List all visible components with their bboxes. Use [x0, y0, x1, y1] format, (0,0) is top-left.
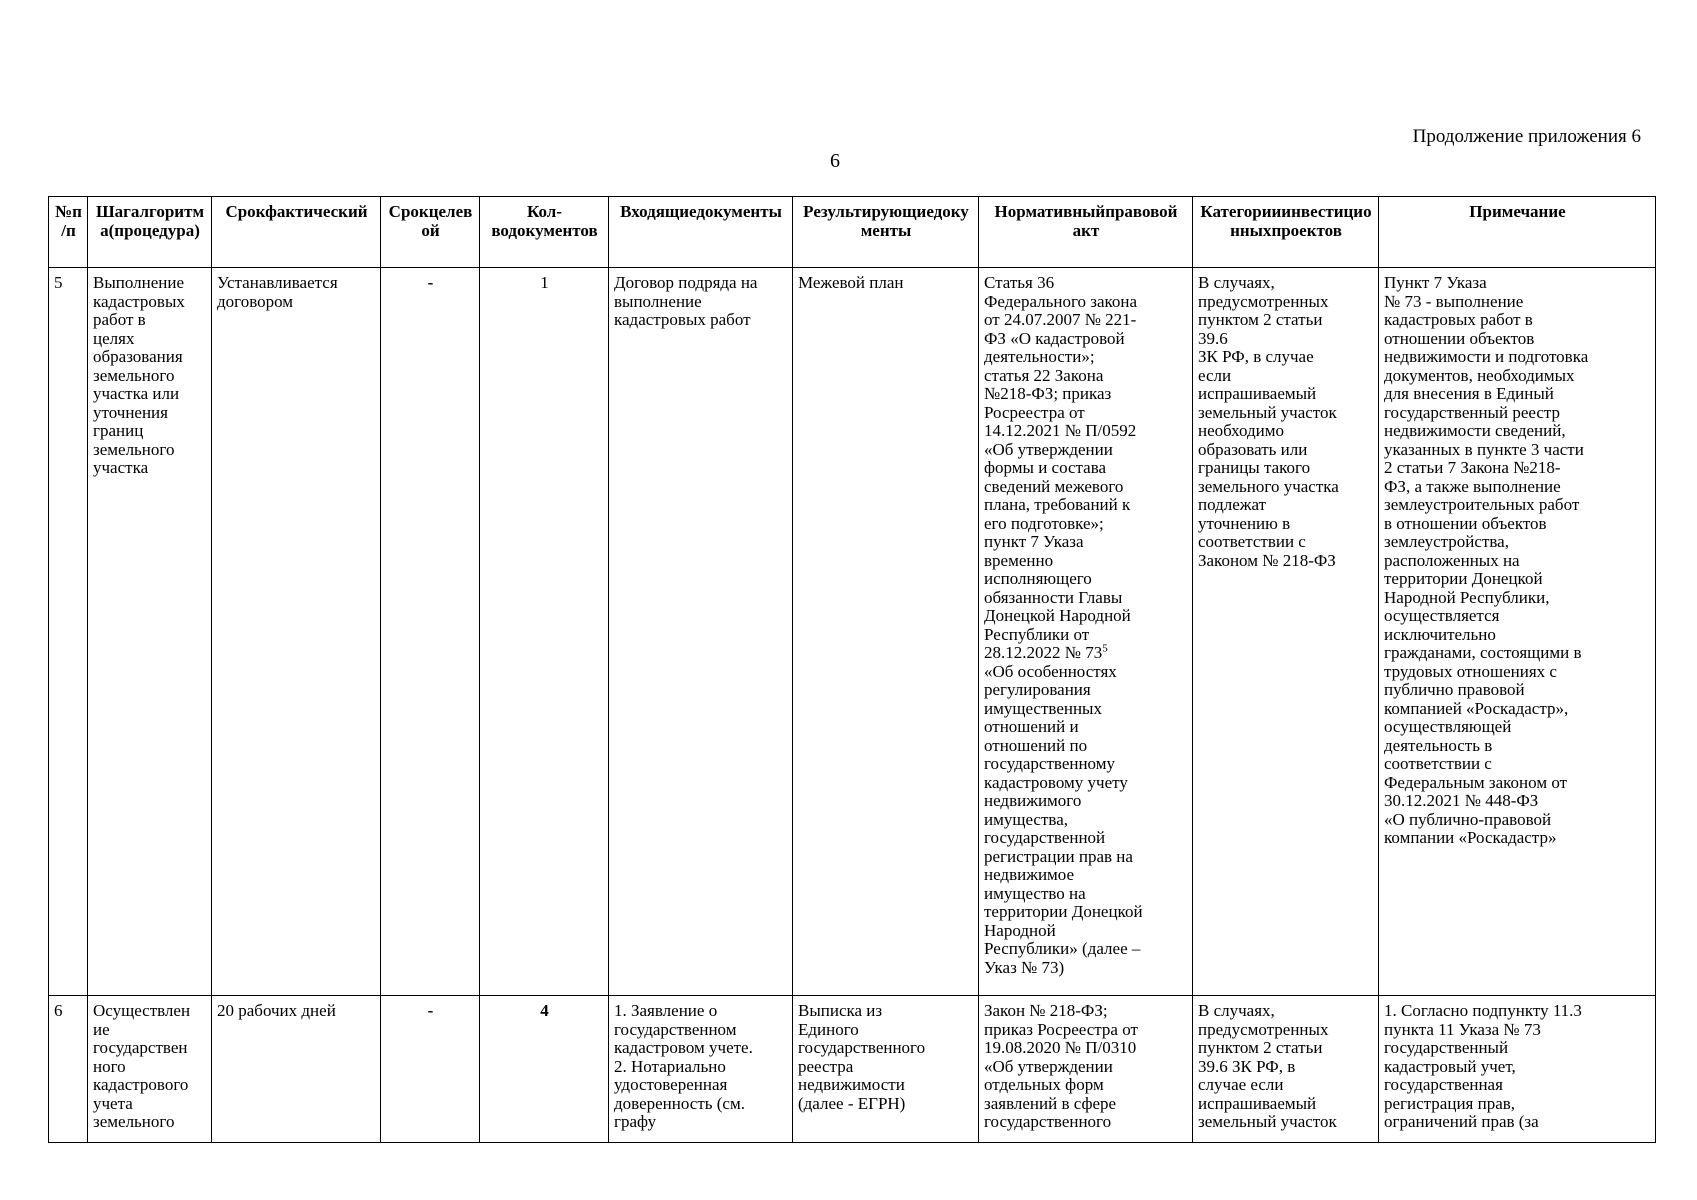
cell-resulting	[793, 996, 979, 1143]
text-line: 2 статьи 7 Закона №218-	[1384, 458, 1561, 477]
continuation-label: Продолжение приложения 6	[1412, 126, 1641, 147]
page-number: 6	[830, 150, 840, 172]
text-line: плана, требований к	[984, 495, 1131, 514]
text-line: подлежат	[1198, 495, 1267, 514]
text-line: государственной	[984, 828, 1106, 847]
cell-term-target: -	[381, 268, 480, 996]
text-line: формы и состава	[984, 458, 1107, 477]
legal-act-sup-line: 28.12.2022 № 73	[984, 643, 1103, 662]
text-line: отношений и	[984, 717, 1079, 736]
text-line: №218-ФЗ; приказ	[984, 384, 1112, 403]
text-line: уточнению в	[1198, 513, 1291, 533]
text-line: Нормативный	[994, 202, 1106, 221]
text-line: кадастровых	[93, 291, 185, 311]
text-line: трудовых отношениях с	[1384, 661, 1557, 681]
text-line: если	[1198, 365, 1232, 385]
cell-legal-act	[979, 268, 1193, 996]
text-line: государственная	[1384, 1075, 1503, 1094]
text-line: Федеральным законом от	[1384, 772, 1568, 792]
table-row	[49, 996, 1656, 1143]
text-line: имущества,	[984, 809, 1068, 829]
text-line: деятельности»;	[984, 347, 1095, 366]
text-line: целевой	[421, 202, 473, 240]
cell-doc-count: 1	[480, 268, 609, 996]
text-line: 14.12.2021 № П/0592	[984, 421, 1137, 440]
text-line: недвижимого	[984, 791, 1082, 810]
text-line: государственного	[984, 1112, 1112, 1131]
text-line: Республики» (далее –	[984, 939, 1141, 958]
text-line: Выписка из	[798, 1001, 883, 1020]
text-line: государственном	[614, 1019, 737, 1039]
text-line: необходимо	[1198, 421, 1285, 440]
text-line: уточнения	[93, 402, 168, 422]
cell-legal-act	[979, 996, 1193, 1143]
text-line: пунктом 2 статьи	[1198, 310, 1323, 329]
text-line: графу	[614, 1112, 657, 1131]
text-line: фактический	[265, 202, 368, 221]
footnote-marker: 5	[1102, 642, 1108, 655]
text-line: компанией «Роскадастр»,	[1384, 698, 1569, 718]
text-line: предусмотренных	[1198, 1019, 1329, 1039]
text-line: 1. Заявление о	[614, 1001, 718, 1020]
text-line: № 73 - выполнение	[1384, 291, 1524, 311]
text-line: ограничений прав (за	[1384, 1112, 1539, 1131]
text-line: обязанности Главы	[984, 587, 1123, 607]
cell-term-target: -	[381, 996, 480, 1143]
text-line: 2. Нотариально	[614, 1056, 726, 1076]
text-line: участка или	[93, 384, 180, 403]
text-line: испрашиваемый	[1198, 384, 1317, 403]
text-line: деятельность в	[1384, 735, 1493, 755]
text-line: компании «Роскадастр»	[1384, 828, 1557, 847]
text-line: государственному	[984, 754, 1115, 773]
col-header-incoming	[609, 197, 793, 268]
text-line: ие	[93, 1019, 110, 1039]
text-line: «Об утверждении	[984, 439, 1113, 459]
text-line: ЗК РФ, в случае	[1198, 347, 1314, 366]
text-line: территории Донецкой	[984, 902, 1143, 921]
text-line: государственного	[798, 1038, 926, 1057]
text-line: Устанавливается	[217, 273, 338, 292]
col-header-term-target	[381, 197, 480, 268]
text-line: Срок	[388, 202, 429, 221]
cell-term-actual	[212, 268, 381, 996]
text-line: заявлений в сфере	[984, 1093, 1117, 1113]
cell-term-actual	[212, 996, 381, 1143]
text-line: инвестиционных	[1230, 202, 1372, 240]
text-line: Единого	[798, 1019, 859, 1039]
col-header-note	[1379, 197, 1656, 268]
text-line: Донецкой Народной	[984, 606, 1131, 625]
text-line: для внесения в Единый	[1384, 384, 1554, 403]
table-row	[49, 268, 1656, 996]
text-line: выполнение	[614, 291, 702, 311]
text-line: В случаях,	[1198, 273, 1275, 292]
text-line: приказ Росреестра от	[984, 1019, 1138, 1039]
text-line: исполняющего	[984, 569, 1092, 588]
col-header-resulting	[793, 197, 979, 268]
algorithm-table	[48, 196, 1656, 1143]
text-line: пункт 7 Указа	[984, 532, 1084, 551]
text-line: договором	[217, 291, 294, 311]
text-line: Выполнение	[93, 273, 185, 292]
text-line: от 24.07.2007 № 221-	[984, 310, 1137, 329]
text-line: его подготовке»;	[984, 513, 1104, 533]
text-line: кадастровый учет,	[1384, 1056, 1516, 1076]
text-line: образовать или	[1198, 439, 1308, 459]
text-line: земельный участок	[1198, 1112, 1337, 1131]
text-line: кадастровому учету	[984, 772, 1128, 792]
text-line: гражданами, состоящими в	[1384, 643, 1582, 662]
text-line: землеустройства,	[1384, 532, 1509, 551]
text-line: в отношении объектов	[1384, 513, 1547, 533]
text-line: сведений межевого	[984, 476, 1124, 496]
text-line: указанных в пункте 3 части	[1384, 439, 1584, 459]
text-line: Законом № 218-ФЗ	[1198, 550, 1336, 570]
text-line: пункта 11 Указа № 73	[1384, 1019, 1541, 1039]
text-line: публично правовой	[1384, 680, 1525, 699]
text-line: Договор подряда на	[614, 273, 758, 292]
col-header-doc-count	[480, 197, 609, 268]
col-header-term-actual	[212, 197, 381, 268]
text-line: Указ № 73)	[984, 957, 1065, 977]
text-line: имущество на	[984, 883, 1086, 903]
text-line: алгоритма	[100, 202, 205, 240]
cell-doc-count: 4	[480, 996, 609, 1143]
text-line: соответствии с	[1384, 754, 1492, 773]
text-line: Осуществлен	[93, 1001, 191, 1020]
text-line: удостоверенная	[614, 1075, 728, 1094]
text-line: недвижимости и подготовка	[1384, 347, 1589, 366]
text-line: документов, необходимых	[1384, 365, 1575, 385]
text-line: Межевой план	[798, 273, 904, 292]
text-line: №	[55, 202, 73, 221]
text-line: пунктом 2 статьи	[1198, 1038, 1323, 1057]
text-line: границы такого	[1198, 458, 1311, 477]
text-line: документы	[860, 202, 969, 240]
text-line: Статья 36	[984, 273, 1055, 292]
text-line: кадастрового	[93, 1075, 189, 1094]
text-line: ного	[93, 1056, 126, 1076]
text-line: Федерального закона	[984, 291, 1138, 311]
text-line: государственный реестр	[1384, 402, 1561, 422]
text-line: ФЗ, а также выполнение	[1384, 476, 1561, 496]
text-line: Срок	[225, 202, 266, 221]
text-line: недвижимое	[984, 865, 1075, 884]
text-line: Примечание	[1469, 202, 1566, 221]
text-line: недвижимости	[798, 1075, 905, 1094]
text-line: 39.6 ЗК РФ, в	[1198, 1056, 1296, 1076]
text-line: земельного участка	[1198, 476, 1339, 496]
text-line: земельного	[93, 365, 175, 385]
text-line: 30.12.2021 № 448-ФЗ	[1384, 791, 1539, 810]
cell-step	[88, 996, 212, 1143]
text-line: Народной Республики,	[1384, 587, 1550, 607]
cell-note	[1379, 996, 1656, 1143]
text-line: временно	[984, 550, 1054, 570]
text-line: реестра	[798, 1056, 854, 1076]
text-line: соответствии с	[1198, 532, 1306, 551]
text-line: отношений по	[984, 735, 1088, 755]
text-line: Кол-во	[491, 202, 562, 240]
text-line: земельного	[93, 439, 175, 459]
text-line: 1. Согласно подпункту 11.3	[1384, 1001, 1582, 1020]
text-line: кадастровых работ	[614, 310, 751, 329]
text-line: предусмотренных	[1198, 291, 1329, 311]
text-line: случае если	[1198, 1075, 1284, 1094]
col-header-legal-act	[979, 197, 1193, 268]
text-line: осуществляется	[1384, 606, 1500, 625]
text-line: 39.6	[1198, 328, 1228, 348]
cell-resulting	[793, 268, 979, 996]
text-line: Народной	[984, 920, 1056, 940]
text-line: учета	[93, 1093, 133, 1113]
text-line: кадастровых работ в	[1384, 310, 1533, 329]
text-line: правовой акт	[1072, 202, 1178, 240]
cell-number: 6	[49, 996, 88, 1143]
col-header-step	[88, 197, 212, 268]
text-line: Результирующие	[803, 202, 934, 221]
text-line: регистрация прав,	[1384, 1093, 1516, 1113]
text-line: государственный	[1384, 1038, 1509, 1057]
text-line: недвижимости сведений,	[1384, 421, 1566, 440]
text-line: документов	[508, 220, 598, 240]
text-line: п/п	[61, 202, 82, 240]
text-line: (далее - ЕГРН)	[798, 1093, 906, 1113]
cell-step	[88, 268, 212, 996]
text-line: государствен	[93, 1038, 188, 1057]
text-line: работ в	[93, 310, 146, 329]
text-line: участка	[93, 458, 149, 477]
text-line: 19.08.2020 № П/0310	[984, 1038, 1137, 1057]
text-line: имущественных	[984, 698, 1102, 718]
cell-number: 5	[49, 268, 88, 996]
cell-incoming	[609, 268, 793, 996]
text-line: проектов	[1271, 220, 1342, 240]
cell-categories	[1193, 268, 1379, 996]
text-line: доверенность (см.	[614, 1093, 745, 1113]
text-line: «О публично-правовой	[1384, 809, 1552, 829]
cell-categories	[1193, 996, 1379, 1143]
text-line: ФЗ «О кадастровой	[984, 328, 1125, 348]
text-line: Росреестра от	[984, 402, 1085, 422]
text-line: В случаях,	[1198, 1001, 1275, 1020]
text-line: землеустроительных работ	[1384, 495, 1580, 514]
text-line: Категории	[1200, 202, 1282, 221]
table-header-row	[49, 197, 1656, 268]
text-line: земельный участок	[1198, 402, 1337, 422]
text-line: (процедура)	[108, 220, 200, 240]
text-line: «Об особенностях	[984, 661, 1117, 681]
text-line: «Об утверждении	[984, 1056, 1113, 1076]
text-line: Закон № 218-ФЗ;	[984, 1001, 1108, 1020]
text-line: осуществляющей	[1384, 717, 1512, 736]
text-line: документы	[696, 202, 782, 221]
text-line: образования	[93, 347, 183, 366]
text-line: Входящие	[620, 202, 697, 221]
text-line: целях	[93, 328, 135, 348]
text-line: территории Донецкой	[1384, 569, 1543, 588]
text-line: Пункт 7 Указа	[1384, 273, 1487, 292]
text-line: Шаг	[95, 202, 131, 221]
text-line: статья 22 Закона	[984, 365, 1104, 385]
text-line: регулирования	[984, 680, 1091, 699]
text-line: исключительно	[1384, 624, 1496, 644]
text-line: земельного	[93, 1112, 175, 1131]
text-line: отдельных форм	[984, 1075, 1104, 1094]
text-line: Республики от	[984, 624, 1090, 644]
text-line: 20 рабочих дней	[217, 1001, 336, 1020]
text-line: регистрации прав на	[984, 846, 1133, 866]
col-header-number	[49, 197, 88, 268]
text-line: границ	[93, 421, 144, 440]
text-line: отношении объектов	[1384, 328, 1535, 348]
cell-incoming	[609, 996, 793, 1143]
text-line: расположенных на	[1384, 550, 1520, 570]
text-line: кадастровом учете.	[614, 1038, 753, 1057]
col-header-categories	[1193, 197, 1379, 268]
text-line: испрашиваемый	[1198, 1093, 1317, 1113]
cell-note	[1379, 268, 1656, 996]
